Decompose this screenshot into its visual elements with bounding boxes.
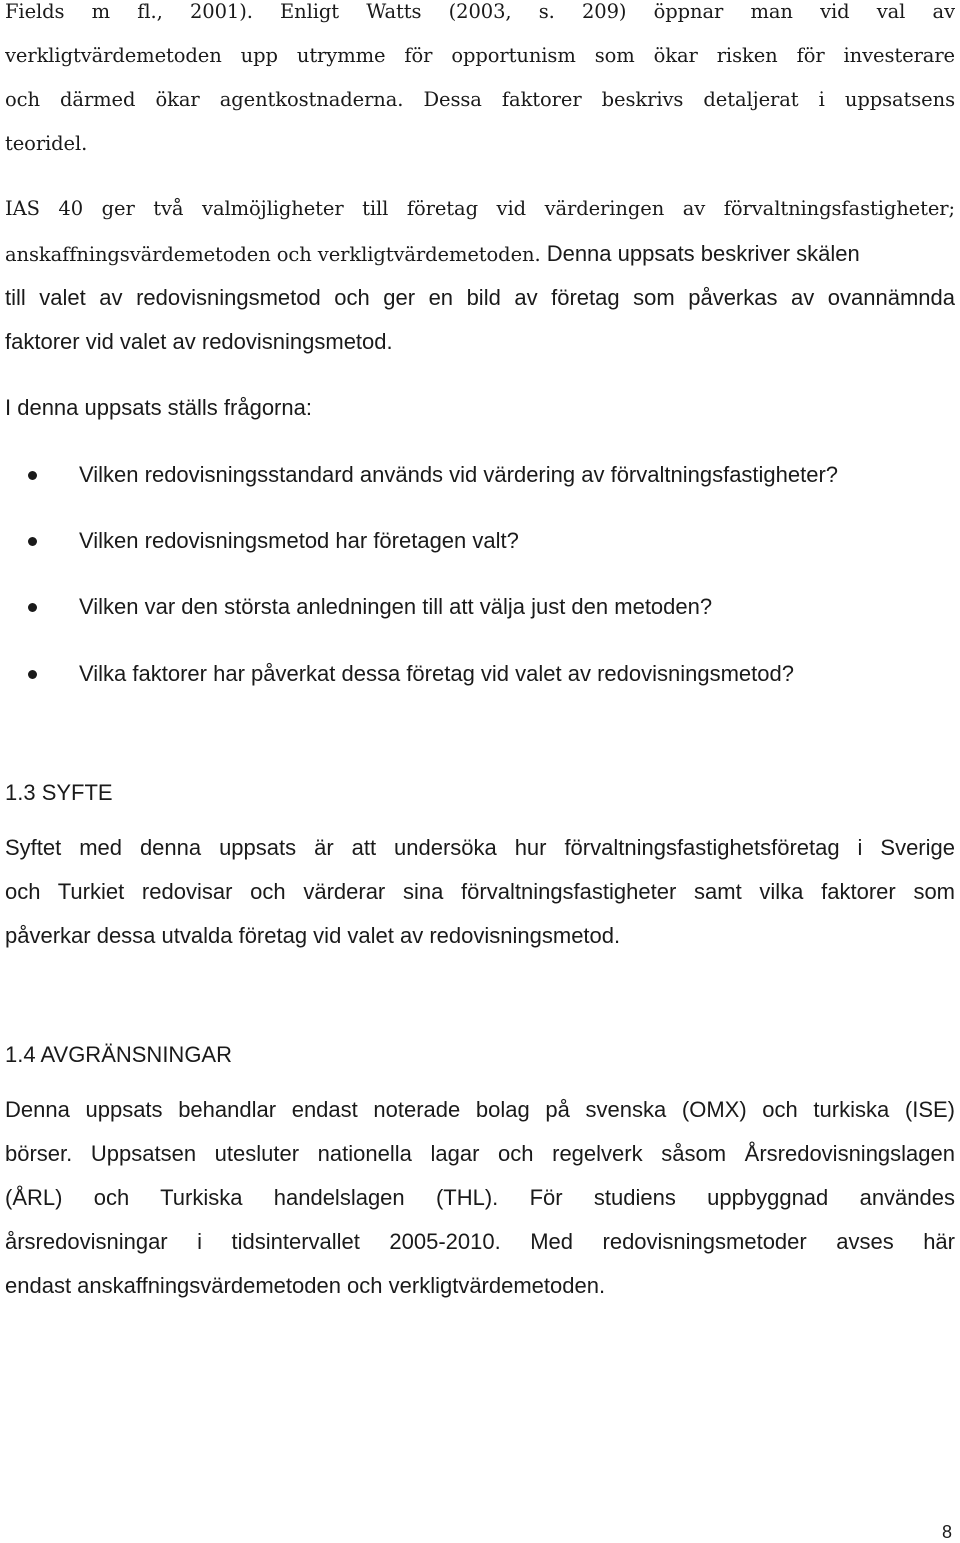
list-item xyxy=(0,655,960,695)
question-text: Vilken var den största anledningen till att välja just den metoden? xyxy=(79,594,713,619)
list-item xyxy=(0,522,960,562)
avgransningar-line-1: Denna uppsats behandlar endast noterade bolag på svenska (OMX) och turkiska (ISE) xyxy=(5,1097,955,1122)
question-text: Vilken redovisningsmetod har företagen valt? xyxy=(79,528,519,553)
ias-line-2 xyxy=(5,241,955,267)
question-text: Vilken redovisningsstandard används vid värdering av förvaltningsfastigheter? xyxy=(79,462,839,487)
list-item xyxy=(0,588,960,628)
syfte-line-3: påverkar dessa utvalda företag vid valet av redovisningsmetod. xyxy=(5,923,621,948)
ias-line-2-sans: Denna uppsats beskriver skälen xyxy=(540,241,860,266)
section-heading-syfte: 1.3 SYFTE xyxy=(5,780,113,805)
intro-line-1: Fields m fl., 2001). Enligt Watts (2003, s. 209) öppnar man vid val av xyxy=(5,0,955,23)
avgransningar-line-5: endast anskaffningsvärdemetoden och verkligtvärdemetoden. xyxy=(5,1273,606,1298)
section-heading-avgransningar: 1.4 AVGRÄNSNINGAR xyxy=(5,1042,232,1067)
bullet-icon xyxy=(28,670,37,679)
list-item xyxy=(0,456,960,496)
bullet-icon xyxy=(28,603,37,612)
syfte-line-1: Syftet med denna uppsats är att undersöka hur förvaltningsfastighetsföretag i Sverige xyxy=(5,835,955,860)
avgransningar-line-4: årsredovisningar i tidsintervallet 2005-2010. Med redovisningsmetoder avses här xyxy=(5,1229,955,1254)
ias-line-1: IAS 40 ger två valmöjligheter till företag vid värderingen av förvaltningsfastigheter; xyxy=(5,197,955,220)
bullet-icon xyxy=(28,537,37,546)
ias-line-4: faktorer vid valet av redovisningsmetod. xyxy=(5,329,393,354)
avgransningar-line-2: börser. Uppsatsen utesluter nationella lagar och regelverk såsom Årsredovisningslagen xyxy=(5,1141,955,1166)
page-number: 8 xyxy=(941,1522,952,1542)
question-text: Vilka faktorer har påverkat dessa företag vid valet av redovisningsmetod? xyxy=(79,661,794,686)
intro-line-2: verkligtvärdemetoden upp utrymme för opportunism som ökar risken för investerare xyxy=(5,44,955,67)
syfte-line-2: och Turkiet redovisar och värderar sina förvaltningsfastigheter samt vilka faktorer som xyxy=(5,879,955,904)
bullet-icon xyxy=(28,471,37,480)
ias-line-2-serif: anskaffningsvärdemetoden och verkligtvärdemetoden. xyxy=(5,243,541,266)
avgransningar-line-3: (ÅRL) och Turkiska handelslagen (THL). För studiens uppbyggnad användes xyxy=(5,1185,955,1210)
intro-line-3: och därmed ökar agentkostnaderna. Dessa faktorer beskrivs detaljerat i uppsatsens xyxy=(5,88,955,111)
ias-line-3: till valet av redovisningsmetod och ger en bild av företag som påverkas av ovannämnda xyxy=(5,285,955,310)
intro-line-4: teoridel. xyxy=(5,132,88,155)
questions-intro: I denna uppsats ställs frågorna: xyxy=(5,395,312,420)
